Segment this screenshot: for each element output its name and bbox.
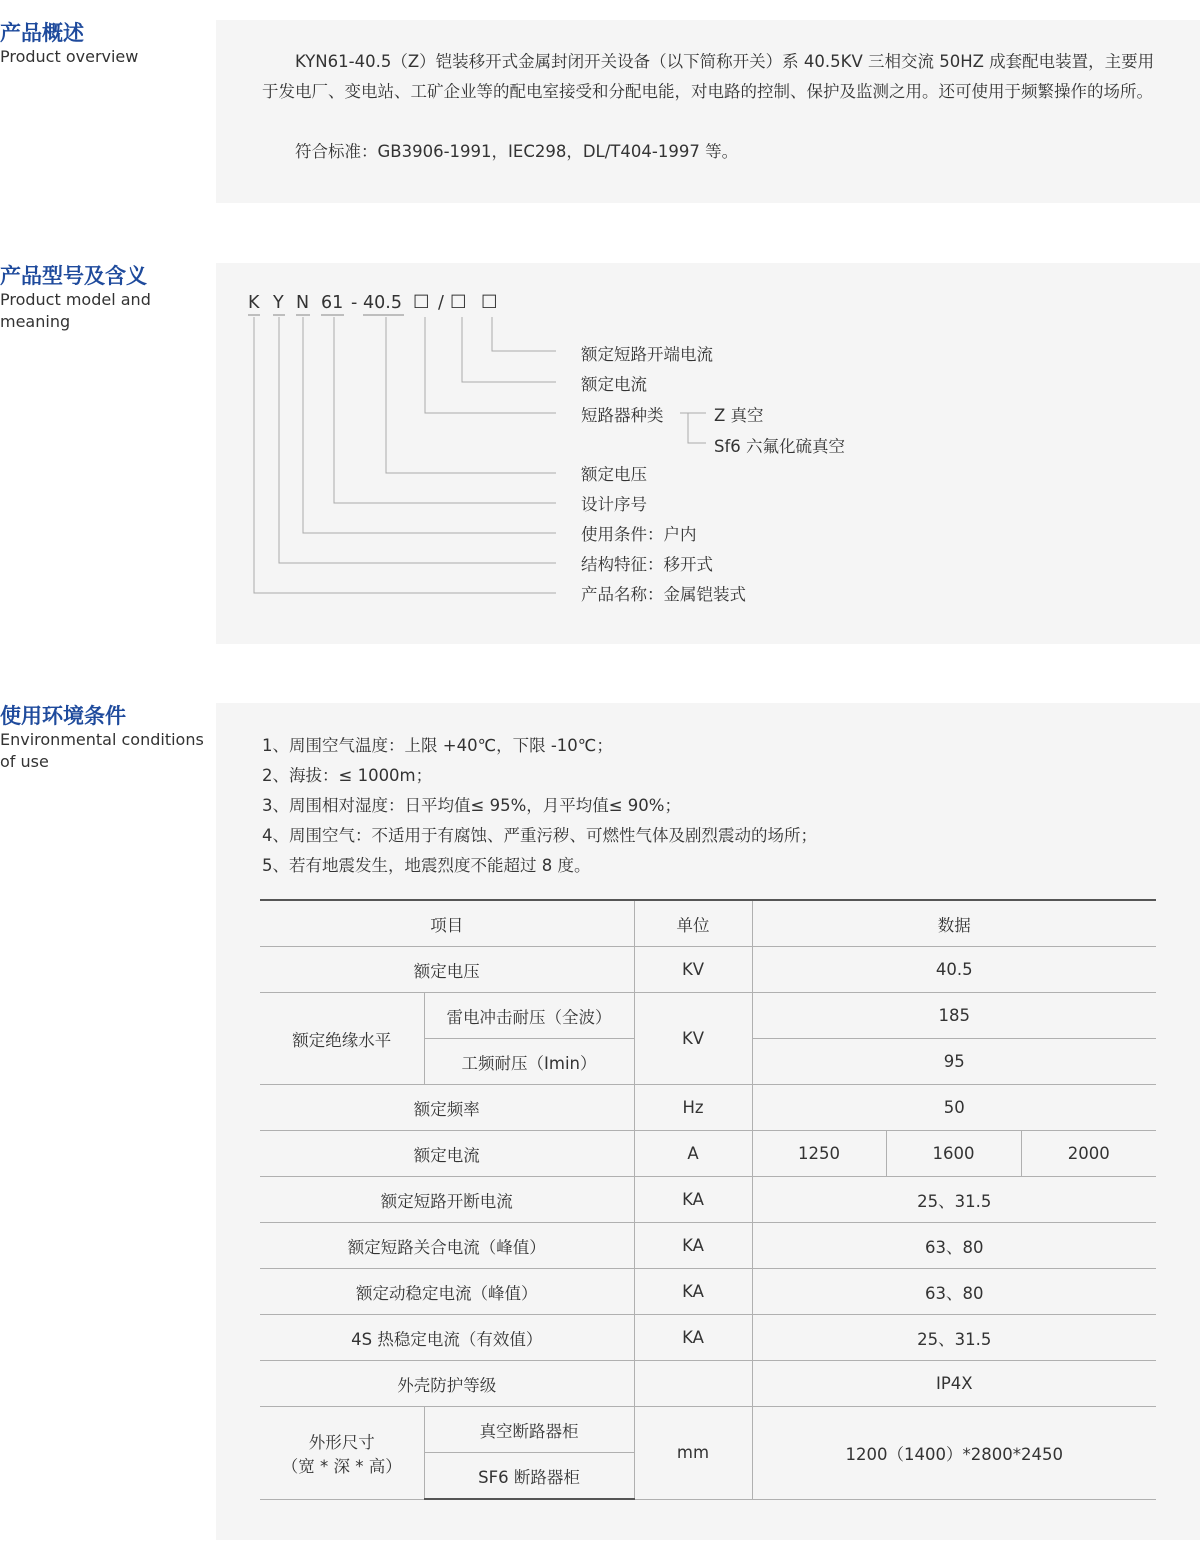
table-row [260, 1223, 1156, 1269]
overview-section-label [0, 20, 210, 68]
code-k: K [248, 293, 260, 313]
code-series: 61 [321, 293, 344, 313]
row-unit: Hz [634, 1085, 752, 1131]
row-unit [634, 1361, 752, 1407]
row-value: 95 [752, 1039, 1156, 1085]
row-unit: mm [634, 1407, 752, 1500]
code-box-current: □ [450, 291, 467, 311]
row-subitem: 工频耐压（Imin） [424, 1039, 634, 1085]
row-item: 额定频率 [260, 1085, 634, 1131]
table-row [260, 1361, 1156, 1407]
row-group-insulation: 额定绝缘水平 [260, 993, 424, 1085]
spec-table [260, 899, 1156, 1500]
meaning-rated-current: 额定电流 [581, 375, 647, 394]
row-item: 额定短路关合电流（峰值） [260, 1223, 634, 1269]
meaning-breaking-current: 额定短路开端电流 [581, 345, 713, 364]
condition-temperature: 1、周围空气温度：上限 +40℃，下限 -10℃； [262, 736, 613, 755]
overview-standards: 符合标准：GB3906-1991，IEC298，DL/T404-1997 等。 [295, 142, 739, 161]
row-unit: KA [634, 1315, 752, 1361]
row-value: 40.5 [752, 947, 1156, 993]
model-panel [216, 263, 1200, 644]
row-value: 2000 [1021, 1131, 1156, 1177]
row-item: 额定短路开断电流 [260, 1177, 634, 1223]
condition-earthquake: 5、若有地震发生，地震烈度不能超过 8 度。 [262, 856, 591, 875]
code-box-breaker: □ [413, 291, 430, 311]
condition-altitude: 2、海拔：≤ 1000m； [262, 766, 433, 785]
table-row [260, 1407, 1156, 1453]
code-voltage: 40.5 [363, 293, 402, 313]
row-group-dimensions [260, 1407, 424, 1500]
row-value: 185 [752, 993, 1156, 1039]
breaker-type-vacuum: Z 真空 [714, 406, 764, 425]
model-section-label [0, 263, 210, 333]
row-value: 25、31.5 [752, 1177, 1156, 1223]
condition-air: 4、周围空气：不适用于有腐蚀、严重污秽、可燃性气体及剧烈震动的场所； [262, 826, 817, 845]
row-value: 1600 [886, 1131, 1021, 1177]
row-unit: KV [634, 947, 752, 993]
meaning-rated-voltage: 额定电压 [581, 465, 647, 484]
code-dash: - [351, 293, 358, 313]
table-row [260, 1269, 1156, 1315]
code-y: Y [273, 293, 284, 313]
row-subitem: 真空断路器柜 [424, 1407, 634, 1453]
environment-panel [216, 703, 1200, 1540]
row-value: 63、80 [752, 1223, 1156, 1269]
model-title-zh: 产品型号及含义 [0, 264, 147, 288]
row-unit: KA [634, 1269, 752, 1315]
environment-title-en: Environmental conditions of use [0, 730, 204, 771]
overview-title-en: Product overview [0, 47, 139, 66]
table-row [260, 1085, 1156, 1131]
meaning-structure: 结构特征：移开式 [581, 555, 713, 574]
header-item: 项目 [260, 900, 634, 947]
row-item: 额定动稳定电流（峰值） [260, 1269, 634, 1315]
row-item: 外壳防护等级 [260, 1361, 634, 1407]
row-unit: A [634, 1131, 752, 1177]
row-value: 1250 [752, 1131, 886, 1177]
meaning-design-number: 设计序号 [581, 495, 647, 514]
row-item: 额定电压 [260, 947, 634, 993]
row-value: IP4X [752, 1361, 1156, 1407]
meaning-usage-condition: 使用条件：户内 [581, 525, 697, 544]
table-row [260, 947, 1156, 993]
overview-panel [216, 20, 1200, 203]
code-n: N [296, 293, 310, 313]
table-row [260, 1177, 1156, 1223]
overview-title-zh: 产品概述 [0, 21, 84, 45]
row-value: 50 [752, 1085, 1156, 1131]
row-subitem: SF6 断路器柜 [424, 1453, 634, 1500]
table-row [260, 993, 1156, 1039]
dimensions-label-line2: （宽 * 深 * 高） [281, 1456, 402, 1476]
row-item: 4S 热稳定电流（有效值） [260, 1315, 634, 1361]
row-value: 63、80 [752, 1269, 1156, 1315]
model-title-en: Product model and meaning [0, 290, 151, 331]
meaning-breaker-type: 短路器种类 [581, 406, 664, 425]
row-value: 25、31.5 [752, 1315, 1156, 1361]
table-header-row [260, 900, 1156, 947]
row-unit: KV [634, 993, 752, 1085]
breaker-type-sf6: Sf6 六氟化硫真空 [714, 437, 846, 456]
table-row [260, 1315, 1156, 1361]
row-unit: KA [634, 1177, 752, 1223]
header-data: 数据 [752, 900, 1156, 947]
row-subitem: 雷电冲击耐压（全波） [424, 993, 634, 1039]
header-unit: 单位 [634, 900, 752, 947]
environment-title-zh: 使用环境条件 [0, 704, 126, 728]
row-unit: KA [634, 1223, 752, 1269]
row-value: 1200（1400）*2800*2450 [752, 1407, 1156, 1500]
environment-section-label [0, 703, 210, 773]
condition-humidity: 3、周围相对湿度：日平均值≤ 95%，月平均值≤ 90%； [262, 796, 681, 815]
dimensions-label-line1: 外形尺寸 [308, 1432, 375, 1452]
code-slash: / [438, 293, 444, 313]
code-box-breaking: □ [481, 291, 498, 311]
table-row [260, 1131, 1156, 1177]
row-item: 额定电流 [260, 1131, 634, 1177]
overview-paragraph: KYN61-40.5（Z）铠装移开式金属封闭开关设备（以下简称开关）系 40.5KV 三相交流 50HZ 成套配电装置，主要用于发电厂、变电站、工矿企业等的配电室接受和分配电能，对电路的控制、保护及监测之用。还可使用于频繁操作的场所。 [262, 52, 1155, 101]
meaning-product-name: 产品名称：金属铠装式 [581, 585, 746, 604]
